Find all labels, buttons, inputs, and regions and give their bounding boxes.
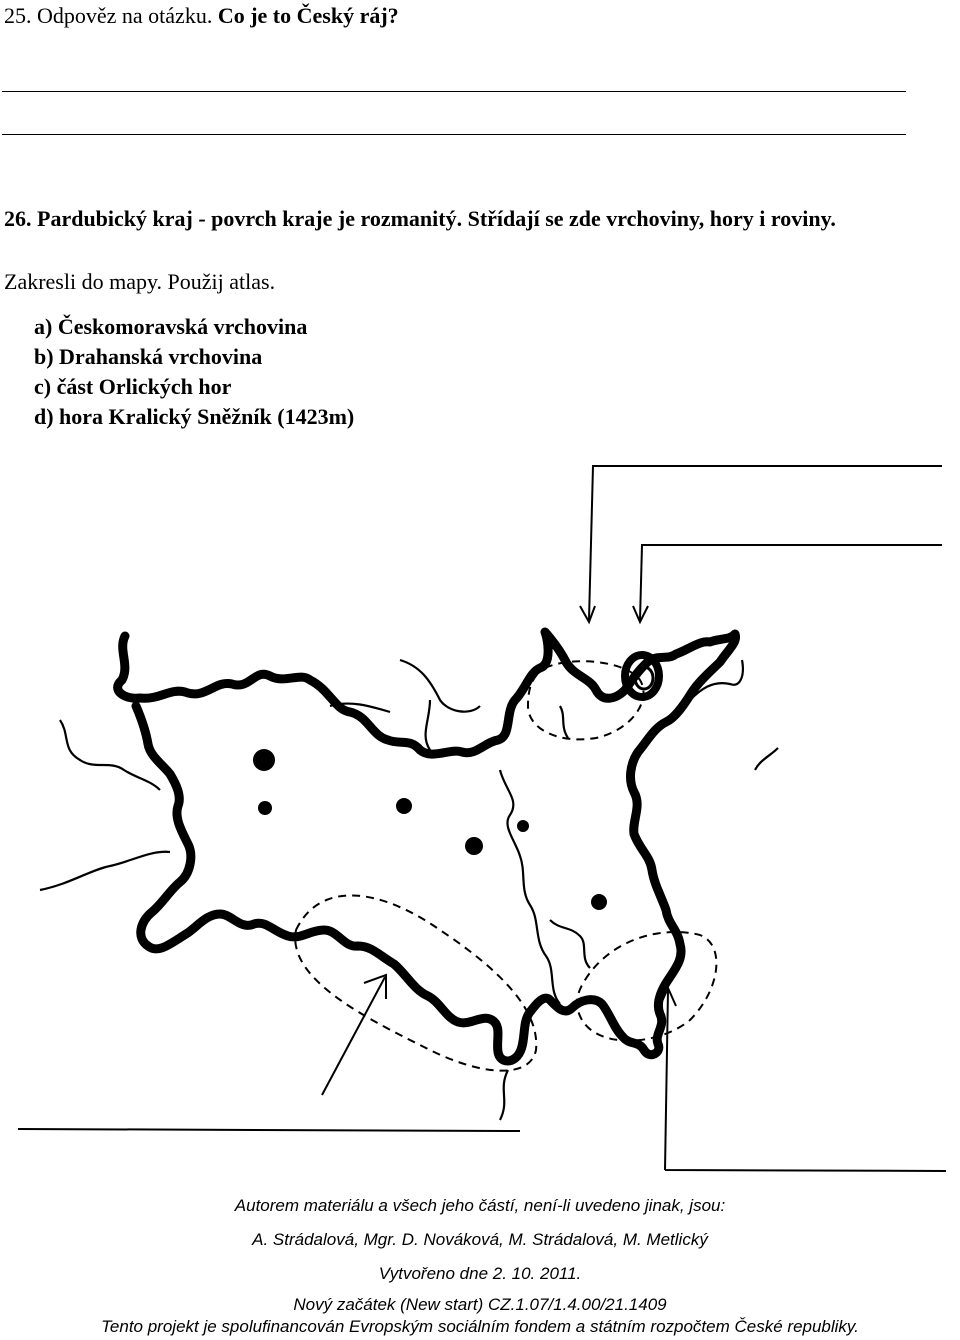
city-dot-3: [396, 798, 412, 814]
question-25-question: Co je to Český ráj?: [217, 3, 399, 28]
question-25-number: 25.: [4, 3, 32, 28]
task-item-b: b) Drahanská vrchovina: [34, 344, 263, 369]
task-list: [34, 312, 354, 432]
answer-line-1[interactable]: [2, 91, 906, 92]
label-lines: [18, 466, 946, 1171]
arrow-shaft-left: [322, 977, 385, 1095]
footer-authors-intro: Autorem materiálu a všech jeho částí, není-li uvedeno jinak, jsou:: [234, 1196, 726, 1215]
city-dots: [253, 749, 607, 910]
task-item-c: c) část Orlických hor: [34, 374, 232, 399]
dashed-area-right: [577, 932, 716, 1041]
task-item-d: d) hora Kralický Sněžník (1423m): [34, 404, 355, 429]
city-dot-6: [591, 894, 607, 910]
leader-line-bottom-left[interactable]: [18, 1129, 520, 1131]
footer-authors: A. Strádalová, Mgr. D. Nováková, M. Strádalová, M. Metlický: [252, 1230, 708, 1249]
city-dot-5: [465, 837, 483, 855]
leader-line-top-1[interactable]: [589, 466, 942, 620]
question-26-instruction: Zakresli do mapy. Použij atlas.: [4, 269, 276, 294]
question-25: [4, 2, 399, 30]
arrowhead-top-1: [580, 606, 595, 622]
region-map: [0, 440, 960, 1190]
footer-project: Nový začátek (New start) CZ.1.07/1.4.00/21.1409: [293, 1295, 667, 1314]
answer-line-2[interactable]: [2, 134, 906, 135]
question-25-prompt: Odpověz na otázku.: [37, 3, 213, 28]
question-26-heading: [4, 204, 934, 234]
city-dot-4: [517, 820, 529, 832]
task-item-a: a) Českomoravská vrchovina: [34, 314, 308, 339]
city-dot-1: [253, 749, 275, 771]
footer-created: Vytvořeno dne 2. 10. 2011.: [378, 1264, 582, 1283]
leader-line-top-2[interactable]: [640, 545, 942, 620]
footer-funding: Tento projekt je spolufinancován Evropským sociálním fondem a státním rozpočtem České republiky.: [101, 1317, 859, 1336]
leader-line-bottom-right[interactable]: [665, 990, 946, 1171]
city-dot-2: [258, 801, 272, 815]
question-26-text: 26. Pardubický kraj - povrch kraje je rozmanitý. Střídají se zde vrchoviny, hory i roviny.: [4, 206, 836, 231]
